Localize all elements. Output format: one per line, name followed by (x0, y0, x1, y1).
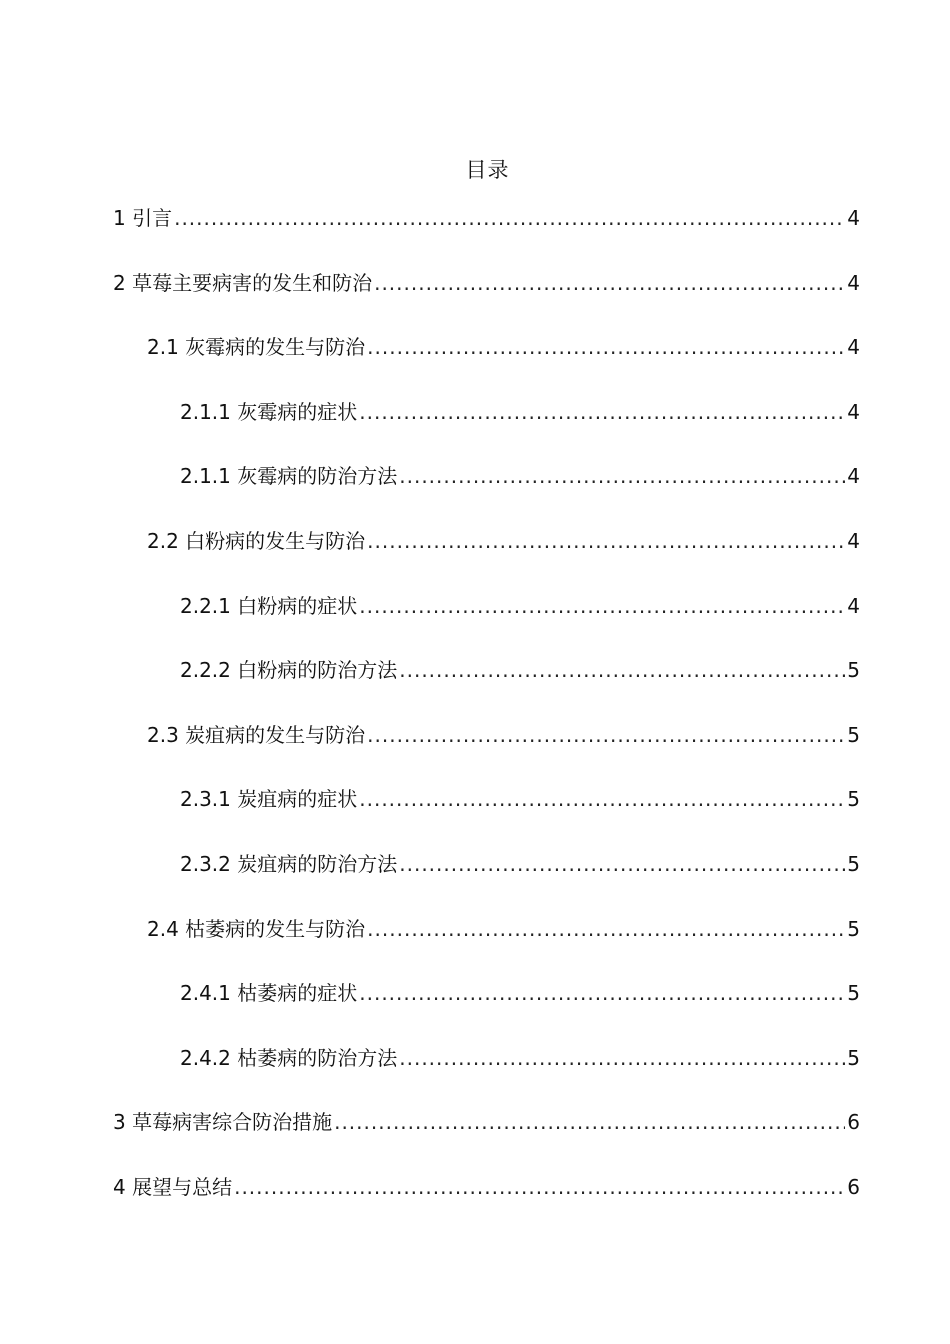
toc-dot-leader (234, 1172, 845, 1202)
toc-page-number: 4 (847, 335, 860, 360)
toc-dot-leader (399, 849, 845, 879)
toc-entry[interactable] (113, 720, 860, 785)
toc-entry-label: 2.4.2 枯萎病的防治方法 (180, 1045, 398, 1070)
toc-entry[interactable] (113, 655, 860, 720)
toc-dot-leader (399, 461, 845, 491)
toc-entry[interactable] (113, 978, 860, 1043)
toc-entry-label: 2.2.1 白粉病的症状 (180, 593, 358, 618)
toc-dot-leader (367, 332, 845, 362)
toc-entry[interactable] (113, 332, 860, 397)
toc-entry-label: 2 草莓主要病害的发生和防治 (113, 270, 373, 295)
toc-page-number: 4 (847, 593, 860, 618)
toc-page-number: 5 (847, 722, 860, 747)
toc-entry-label: 2.4.1 枯萎病的症状 (180, 981, 358, 1006)
toc-dot-leader (367, 720, 845, 750)
toc-page-number: 6 (847, 1174, 860, 1199)
toc-entry[interactable] (113, 784, 860, 849)
toc-dot-leader (399, 655, 845, 685)
toc-page-number: 4 (847, 399, 860, 424)
toc-entry[interactable] (113, 268, 860, 333)
toc-entry[interactable] (113, 397, 860, 462)
toc-dot-leader (359, 978, 845, 1008)
toc-page-number: 4 (847, 464, 860, 489)
toc-entry[interactable] (113, 526, 860, 591)
toc-entry-label: 1 引言 (113, 206, 173, 230)
toc-entry[interactable] (113, 1107, 860, 1172)
toc-entry[interactable] (113, 914, 860, 979)
toc-list (113, 203, 860, 1237)
toc-page-number: 5 (847, 981, 860, 1006)
toc-page-number: 5 (847, 851, 860, 876)
toc-page-number: 4 (847, 206, 860, 230)
toc-page-number: 4 (847, 528, 860, 553)
toc-entry[interactable] (113, 203, 860, 268)
toc-dot-leader (367, 526, 845, 556)
toc-entry[interactable] (113, 849, 860, 914)
toc-dot-leader (359, 397, 845, 427)
toc-entry-label: 2.2.2 白粉病的防治方法 (180, 658, 398, 683)
toc-dot-leader (359, 591, 845, 621)
toc-dot-leader (359, 784, 845, 814)
toc-dot-leader (374, 268, 845, 298)
toc-entry-label: 2.3 炭疽病的发生与防治 (147, 722, 366, 747)
toc-entry-label: 2.3.1 炭疽病的症状 (180, 787, 358, 812)
toc-dot-leader (334, 1107, 845, 1137)
toc-page-number: 5 (847, 787, 860, 812)
toc-entry-label: 2.1 灰霉病的发生与防治 (147, 335, 366, 360)
toc-entry-label: 2.1.1 灰霉病的症状 (180, 399, 358, 424)
toc-entry[interactable] (113, 591, 860, 656)
toc-entry-label: 3 草莓病害综合防治措施 (113, 1110, 333, 1135)
toc-page-number: 4 (847, 270, 860, 295)
toc-title: 目录 (465, 158, 510, 182)
toc-entry-label: 2.1.1 灰霉病的防治方法 (180, 464, 398, 489)
toc-entry-label: 2.3.2 炭疽病的防治方法 (180, 851, 398, 876)
toc-entry-label: 2.4 枯萎病的发生与防治 (147, 916, 366, 941)
toc-dot-leader (367, 914, 845, 944)
toc-entry-label: 2.2 白粉病的发生与防治 (147, 528, 366, 553)
toc-page-number: 5 (847, 658, 860, 683)
toc-page-number: 5 (847, 1045, 860, 1070)
toc-entry[interactable] (113, 1043, 860, 1108)
toc-page-number: 6 (847, 1110, 860, 1135)
toc-entry[interactable] (113, 1172, 860, 1237)
toc-dot-leader (174, 203, 845, 233)
toc-entry-label: 4 展望与总结 (113, 1174, 233, 1199)
toc-dot-leader (399, 1043, 845, 1073)
toc-entry[interactable] (113, 461, 860, 526)
toc-page-number: 5 (847, 916, 860, 941)
